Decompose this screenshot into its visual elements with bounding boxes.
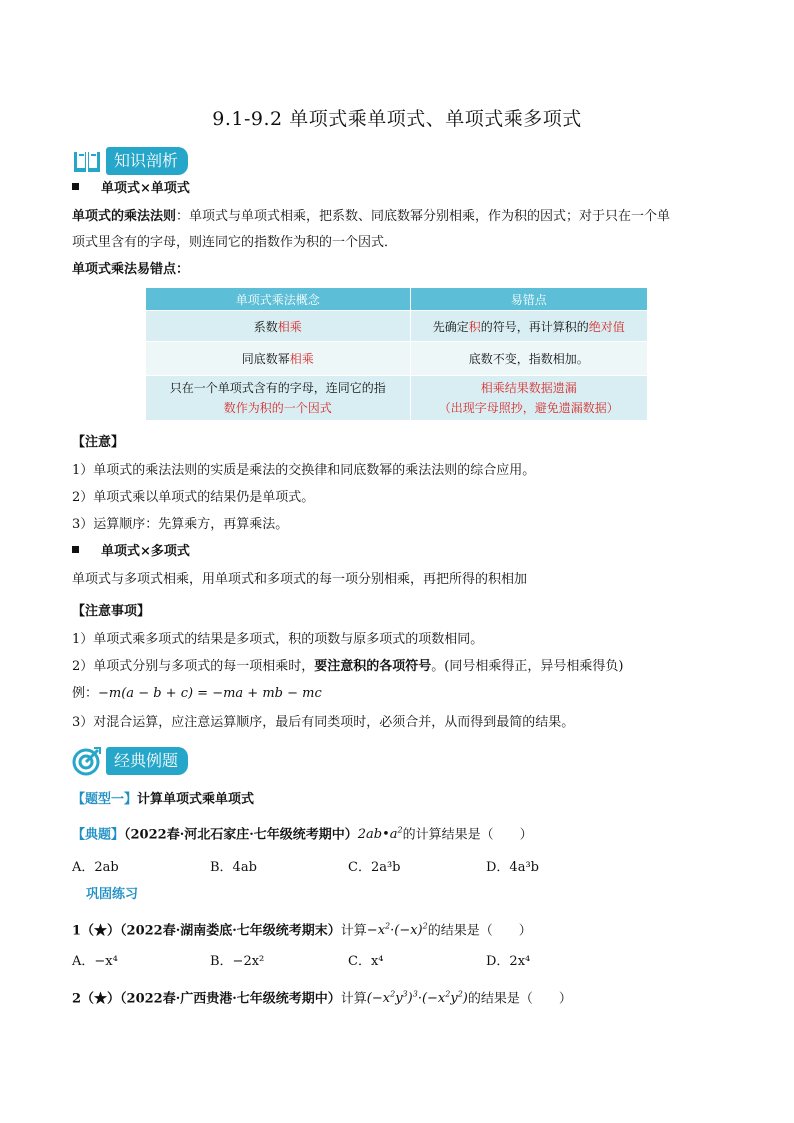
section-banner-knowledge — [72, 146, 188, 176]
practice-question-1: 1（★）（2022春·湖南娄底·七年级统考期末）计算$-x^2\cdot(-x)^2$的结果是（ ） — [72, 922, 532, 939]
note-item: 1）单项式乘多项式的结果是多项式，积的项数与原多项式的项数相同。 — [72, 632, 484, 647]
book-icon — [72, 146, 102, 176]
option-b[interactable]: B．−2x² — [210, 954, 265, 969]
table-header: 易错点 — [410, 288, 647, 311]
practice-question-2: 2（★）（2022春·广西贵港·七年级统考期中）计算$(-x^2y^3)^3\cdot(-x^2y^2)$的结果是（ ） — [72, 990, 572, 1007]
multiplication-rule: 单项式的乘法法则：单项式与单项式相乘，把系数、同底数幂分别相乘，作为积的因式；对于只在一个单 项式里含有的字母，则连同它的指数作为积的一个因式． — [72, 209, 671, 250]
square-bullet-icon — [72, 183, 79, 190]
pitfalls-table — [146, 288, 648, 420]
note-item: 3）运算顺序：先算乘方，再算乘法。 — [72, 517, 289, 532]
notes-heading: 【注意事项】 — [72, 604, 151, 619]
pitfalls-label: 单项式乘法易错点： — [72, 262, 190, 277]
target-icon — [72, 746, 102, 776]
square-bullet-icon — [72, 546, 79, 553]
option-c[interactable]: C．x⁴ — [348, 954, 384, 969]
section-heading-mono-mono: 单项式×单项式 — [72, 180, 190, 198]
option-a[interactable]: A．−x⁴ — [72, 954, 118, 969]
option-d[interactable]: D．2x⁴ — [486, 954, 531, 969]
example-question: 【典题】（2022春·河北石家庄·七年级统考期中）$2ab•a^2$的计算结果是（ ） — [72, 826, 533, 843]
table-row: 系数相乘 先确定积的符号，再计算积的绝对值 — [146, 311, 648, 342]
option-b[interactable]: B．4ab — [210, 860, 257, 875]
example-line: 例：−m(a − b + c) = −ma + mb − mc — [72, 686, 322, 701]
table-row: 同底数幂相乘 底数不变，指数相加。 — [146, 342, 648, 376]
section-heading-mono-poly: 单项式×多项式 — [72, 543, 190, 561]
option-c[interactable]: C．2a³b — [348, 860, 401, 875]
practice-heading: 巩固练习 — [86, 887, 139, 902]
table-row: 只在一个单项式含有的字母，连同它的指 数作为积的一个因式 相乘结果数据遗漏 （出现字母照抄，避免遗漏数据） — [146, 376, 648, 421]
note-item: 2）单项式乘以单项式的结果仍是单项式。 — [72, 490, 315, 505]
note-item: 1）单项式的乘法法则的实质是乘法的交换律和同底数幂的乘法法则的综合应用。 — [72, 463, 536, 478]
option-d[interactable]: D．4a³b — [486, 860, 539, 875]
banner-label: 经典例题 — [106, 747, 188, 775]
mono-poly-rule: 单项式与多项式相乘，用单项式和多项式的每一项分别相乘，再把所得的积相加 — [72, 572, 528, 587]
note-heading: 【注意】 — [72, 435, 125, 450]
section-banner-examples — [72, 746, 188, 776]
type-one-heading: 【题型一】计算单项式乘单项式 — [72, 792, 255, 807]
banner-label: 知识剖析 — [106, 147, 188, 175]
page-title: 9.1-9.2 单项式乘单项式、单项式乘多项式 — [212, 108, 582, 130]
note-item: 2）单项式分别与多项式的每一项相乘时，要注意积的各项符号。(同号相乘得正，异号相乘得负) — [72, 659, 624, 674]
note-item: 3）对混合运算，应注意运算顺序，最后有同类项时，必须合并，从而得到最简的结果。 — [72, 715, 575, 730]
option-a[interactable]: A．2ab — [72, 860, 119, 875]
table-header: 单项式乘法概念 — [146, 288, 410, 311]
